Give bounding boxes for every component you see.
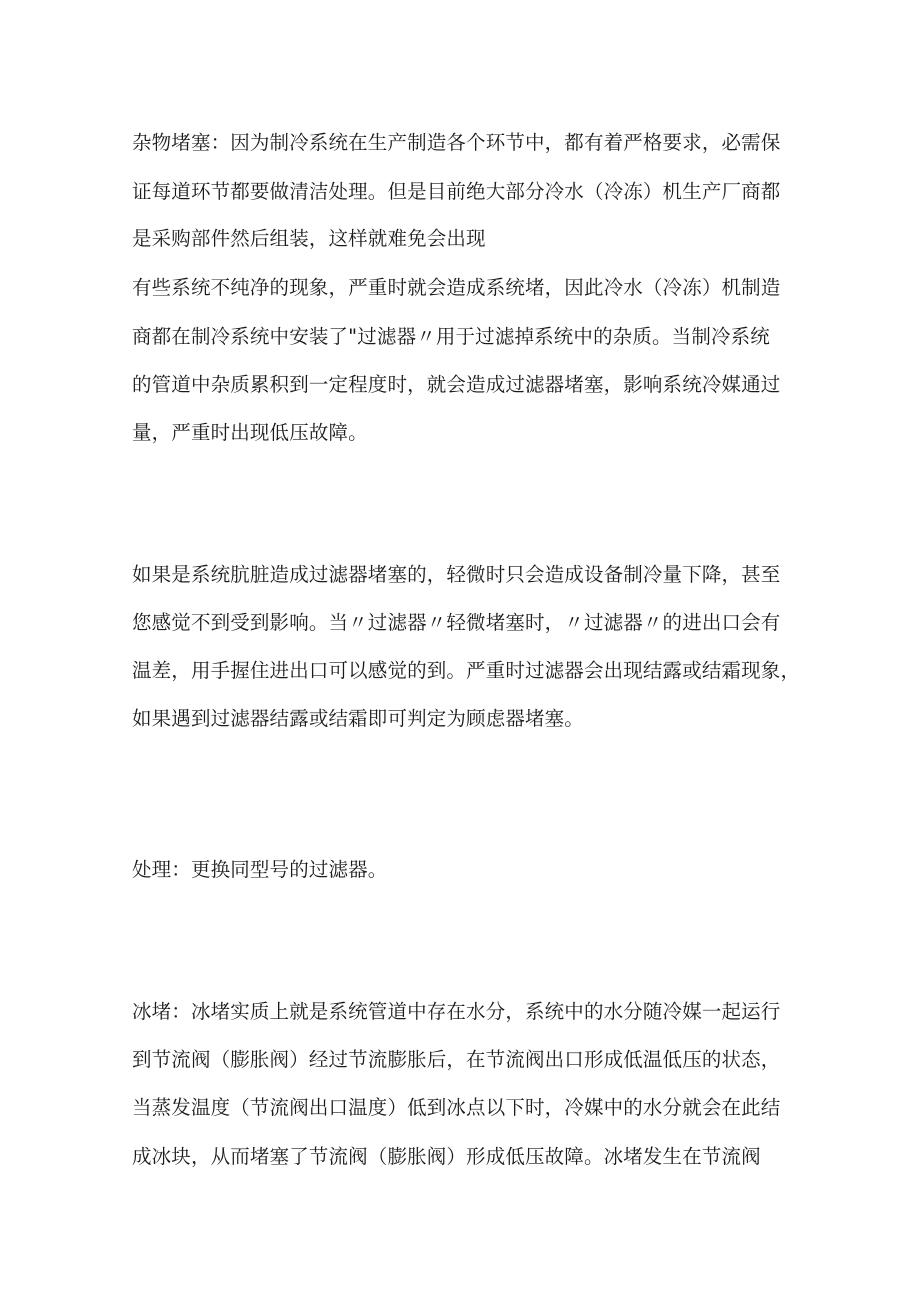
text-line: 当蒸发温度（节流阀出口温度）低到冰点以下时，冷媒中的水分就会在此结 — [132, 1096, 781, 1119]
text-line: 杂物堵塞：因为制冷系统在生产制造各个环节中，都有着严格要求，必需保 — [132, 131, 781, 154]
text-line: 到节流阀（膨胀阀）经过节流膨胀后，在节流阀出口形成低温低压的状态， — [132, 1048, 781, 1071]
text-line: 证每道环节都要做清洁处理。但是目前绝大部分冷水（冷冻）机生产厂商都 — [132, 180, 781, 203]
text-line: 成冰块，从而堵塞了节流阀（膨胀阀）形成低压故障。冰堵发生在节流阀 — [132, 1145, 761, 1168]
text-line: 是采购部件然后组装，这样就难免会出现 — [132, 227, 486, 250]
text-line: 温差，用手握住进出口可以感觉的到。严重时过滤器会出现结露或结霜现象， — [132, 659, 801, 682]
text-line: 的管道中杂质累积到一定程度时，就会造成过滤器堵塞，影响系统冷媒通过 — [132, 373, 781, 396]
text-line: 有些系统不纯净的现象，严重时就会造成系统堵，因此冷水（冷冻）机制造 — [132, 276, 781, 299]
text-line: 商都在制冷系统中安装了"过滤器〃用于过滤掉系统中的杂质。当制冷系统 — [132, 325, 770, 348]
text-line: 处理：更换同型号的过滤器。 — [132, 858, 388, 881]
text-line: 如果遇到过滤器结露或结霜即可判定为顾虑器堵塞。 — [132, 707, 584, 730]
text-line: 您感觉不到受到影响。当〃过滤器〃轻微堵塞时，〃过滤器〃的进出口会有 — [132, 611, 781, 634]
text-line: 量，严重时出现低压故障。 — [132, 421, 368, 444]
text-line: 如果是系统肮脏造成过滤器堵塞的，轻微时只会造成设备制冷量下降，甚至 — [132, 563, 781, 586]
text-line: 冰堵：冰堵实质上就是系统管道中存在水分，系统中的水分随冷媒一起运行 — [132, 1000, 781, 1023]
